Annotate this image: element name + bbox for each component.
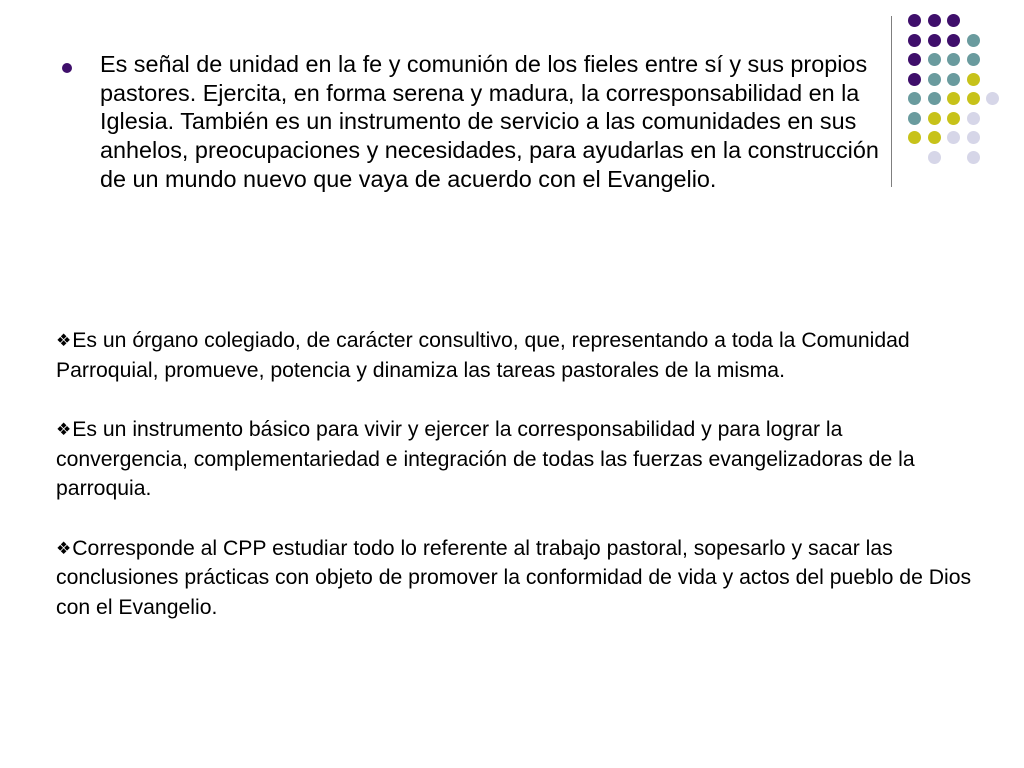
list-item	[56, 326, 976, 385]
dot-purple	[947, 34, 960, 47]
dot-purple	[908, 34, 921, 47]
dot-grid-icon	[908, 14, 1008, 164]
dot-teal	[947, 73, 960, 86]
dot-teal	[967, 34, 980, 47]
dot-teal	[928, 73, 941, 86]
dot-purple	[928, 14, 941, 27]
dot-lavender	[947, 131, 960, 144]
dot-lavender	[967, 131, 980, 144]
dot-yellow	[908, 131, 921, 144]
dot-teal	[947, 53, 960, 66]
dot-lavender	[967, 112, 980, 125]
diamond-bullet-icon: ❖	[56, 420, 72, 439]
dot-teal	[908, 92, 921, 105]
dot-lavender	[928, 151, 941, 164]
list-item-text: Es un instrumento básico para vivir y ejercer la corresponsabilidad y para lograr la convergencia, complementariedad e integración de todas las fuerzas evangelizadoras de la parroquia.	[56, 418, 915, 500]
diamond-bullet-icon: ❖	[56, 331, 72, 350]
dot-yellow	[947, 92, 960, 105]
list-item	[56, 534, 976, 623]
dot-purple	[908, 73, 921, 86]
dot-yellow	[967, 92, 980, 105]
dot-purple	[908, 53, 921, 66]
main-bullet-text: Es señal de unidad en la fe y comunión de los fieles entre sí y sus propios pastores. Ejercita, en forma serena y madura, la corresponsabilidad en la Iglesia. También es un instrumento de servicio a las comunidades en sus anhelos, preocupaciones y necesidades, para ayudarlas en la construcción de un mundo nuevo que vaya de acuerdo con el Evangelio.	[100, 51, 879, 192]
diamond-bullet-icon: ❖	[56, 538, 72, 558]
dot-yellow	[928, 112, 941, 125]
dot-purple	[947, 14, 960, 27]
list-item	[56, 415, 976, 504]
dot-teal	[967, 53, 980, 66]
dot-teal	[928, 92, 941, 105]
dot-yellow	[947, 112, 960, 125]
dot-yellow	[928, 131, 941, 144]
dot-purple	[908, 14, 921, 27]
dot-teal	[928, 53, 941, 66]
bullet-dot-icon	[62, 63, 72, 73]
list-item-text: Corresponde al CPP estudiar todo lo referente al trabajo pastoral, sopesarlo y sacar las conclusiones prácticas con objeto de promover la conformidad de vida y actos del pueblo de Dios con el Evangelio.	[56, 536, 972, 619]
item-list	[56, 326, 976, 652]
dot-lavender	[967, 151, 980, 164]
main-bullet	[62, 50, 884, 194]
dot-lavender	[986, 92, 999, 105]
dot-teal	[908, 112, 921, 125]
dot-yellow	[967, 73, 980, 86]
dot-purple	[928, 34, 941, 47]
divider-line	[891, 16, 892, 187]
list-item-text: Es un órgano colegiado, de carácter consultivo, que, representando a toda la Comunidad Parroquial, promueve, potencia y dinamiza las tareas pastorales de la misma.	[56, 329, 910, 382]
